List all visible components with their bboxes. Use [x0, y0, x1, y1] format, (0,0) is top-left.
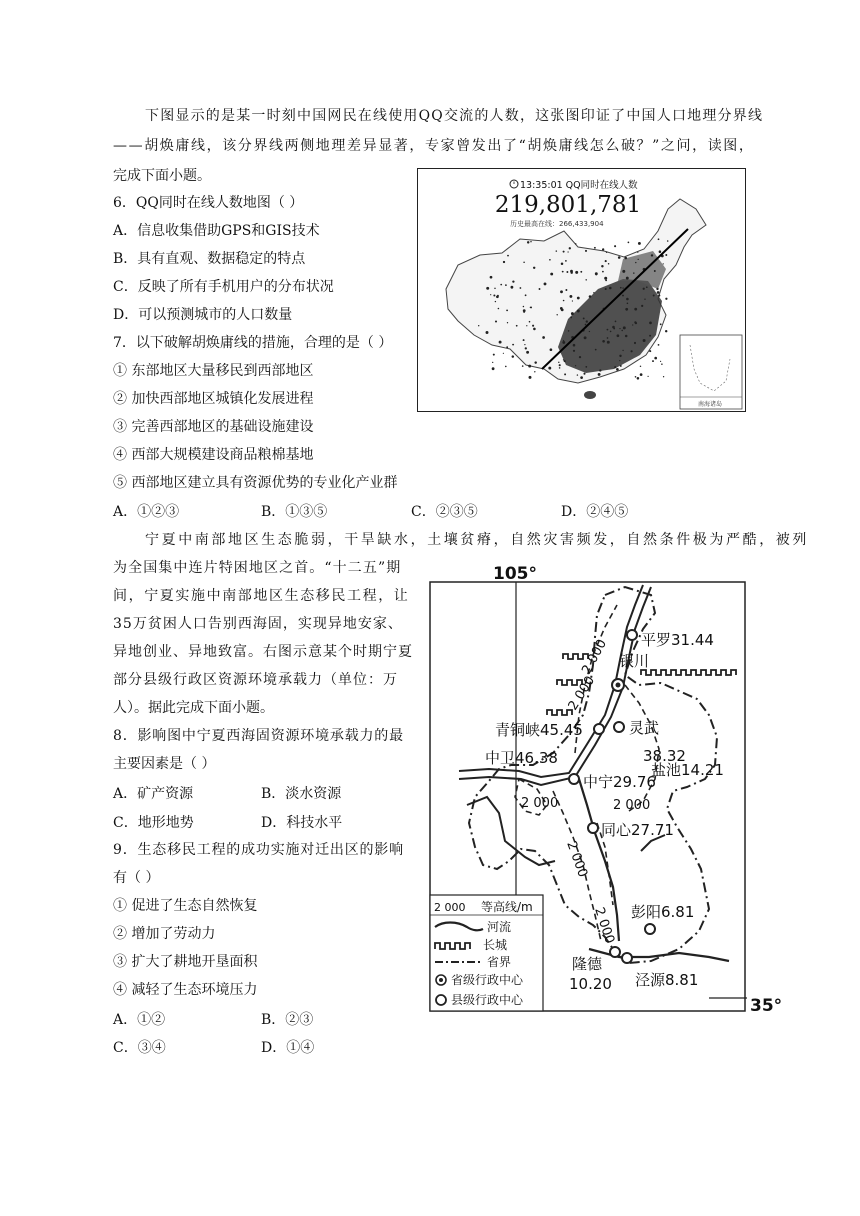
population-dot	[563, 300, 565, 302]
q7-item-3: ③ 完善西部地区的基础设施建设	[113, 419, 314, 435]
population-dot	[493, 294, 495, 296]
population-dot	[563, 359, 564, 360]
population-dot	[526, 325, 527, 326]
population-dot	[566, 271, 568, 273]
population-dot	[644, 299, 645, 300]
population-dot	[643, 339, 646, 342]
population-dot	[624, 257, 627, 260]
population-dot	[577, 297, 580, 300]
population-dot	[516, 325, 518, 327]
population-dot	[622, 270, 625, 273]
population-dot	[589, 331, 590, 332]
contour-label-3: 2 000	[521, 796, 559, 811]
legend-wall: 长城	[483, 938, 508, 952]
population-dot	[478, 325, 479, 326]
intro2-line6: 部分县级行政区资源环境承载力（单位：万	[113, 672, 398, 688]
population-dot	[622, 287, 623, 288]
contour-label-2: 2 000	[565, 673, 599, 714]
population-dot	[505, 284, 507, 286]
q9-stem-line1: 9．生态移民工程的成功实施对迁出区的影响	[113, 842, 404, 858]
population-dot	[616, 368, 619, 371]
population-dot	[492, 362, 493, 363]
population-dot	[583, 373, 585, 375]
population-dot	[665, 330, 667, 332]
population-dot	[512, 280, 514, 282]
population-dot	[604, 277, 607, 280]
south-sea-inset	[680, 335, 742, 409]
q6-option-c: C．反映了所有手机用户的分布状况	[113, 279, 334, 295]
zhongwei-label: 中卫46.38	[485, 749, 558, 767]
population-dot	[564, 360, 566, 362]
population-dot	[612, 326, 615, 329]
population-dot	[601, 265, 603, 267]
population-dot	[638, 259, 639, 260]
population-dot	[529, 376, 532, 379]
zhongning-label: 中宁29.76	[583, 773, 656, 791]
population-dot	[658, 238, 660, 240]
population-dot	[486, 287, 489, 290]
intro1-line2: ——胡焕庸线，该分界线两侧地理差异显著，专家曾发出了“胡焕庸线怎么破？”之问，读图，	[113, 138, 755, 154]
population-dot	[659, 250, 662, 253]
tongxin-marker	[588, 823, 598, 833]
population-dot	[628, 242, 630, 244]
population-dot	[498, 308, 500, 310]
intro2-line5: 异地创业、异地致富。右图示意某个时期宁夏	[113, 644, 413, 660]
population-dot	[635, 262, 636, 263]
population-dot	[575, 243, 577, 245]
population-dot	[621, 330, 623, 332]
lat-35-label: 35°	[750, 996, 783, 1015]
population-dot	[609, 287, 612, 290]
population-dot	[512, 355, 514, 357]
legend-river: 河流	[487, 920, 512, 934]
contour-label-5: 2 000	[563, 839, 591, 880]
legend-contour: 等高线/m	[481, 900, 533, 914]
population-dot	[500, 284, 502, 286]
population-dot	[496, 295, 499, 298]
q7-item-2: ② 加快西部地区城镇化发展进程	[113, 391, 314, 407]
population-dot	[658, 294, 660, 296]
population-dot	[528, 365, 531, 368]
longde-marker	[610, 947, 620, 957]
population-dot	[643, 288, 645, 290]
population-dot	[577, 310, 580, 313]
population-dot	[622, 295, 624, 297]
population-dot	[634, 342, 636, 344]
hainan-island	[584, 391, 596, 399]
qingtongxia-label: 青铜峡45.45	[495, 721, 583, 739]
population-dot	[544, 282, 547, 285]
lingwu-label: 灵武	[629, 719, 660, 737]
q7-item-5: ⑤ 西部地区建立具有资源优势的专业化产业群	[113, 475, 398, 491]
population-dot	[570, 317, 572, 319]
q6-stem: 6．QQ同时在线人数地图（ ）	[113, 195, 304, 211]
population-dot	[563, 340, 564, 341]
population-dot	[610, 331, 612, 333]
population-dot	[608, 263, 610, 265]
population-dot	[490, 294, 491, 295]
q6-option-b: B．具有直观、数据稳定的特点	[113, 251, 306, 267]
population-dot	[606, 252, 607, 253]
population-dot	[649, 322, 652, 325]
legend-county: 县级行政中心	[451, 993, 524, 1007]
population-dot	[665, 298, 667, 300]
q9-item-4: ④ 减轻了生态环境压力	[113, 982, 258, 998]
population-dot	[623, 326, 626, 329]
population-dot	[605, 260, 607, 262]
population-dot	[564, 373, 566, 375]
population-dot	[570, 271, 572, 273]
lingwu-marker	[614, 722, 624, 732]
population-dot	[625, 335, 628, 338]
population-dot	[614, 366, 616, 368]
legend-county-icon	[436, 995, 446, 1005]
q7-stem: 7．以下破解胡焕庸线的措施，合理的是（ ）	[113, 335, 393, 351]
qq-record-label: 历史最高在线：266,433,904	[510, 220, 604, 228]
population-dot	[585, 366, 587, 368]
q6-option-d: D．可以预测城市的人口数量	[113, 307, 293, 323]
population-dot	[571, 312, 574, 315]
population-dot	[525, 347, 527, 349]
population-dot	[503, 353, 504, 354]
q9-item-1: ① 促进了生态自然恢复	[113, 898, 258, 914]
population-dot	[651, 254, 653, 256]
population-dot	[641, 305, 643, 307]
yinchuan-label: 银川	[619, 652, 650, 670]
qingtongxia-marker	[594, 724, 604, 734]
population-dot	[637, 377, 640, 380]
population-dot	[534, 371, 535, 372]
population-dot	[499, 341, 502, 344]
population-dot	[575, 271, 578, 274]
ningxia-map	[429, 565, 789, 1015]
lon-105-label: 105°	[493, 565, 537, 584]
population-dot	[558, 362, 559, 363]
q9-stem-line2: 有（ ）	[113, 870, 160, 886]
population-dot	[559, 364, 561, 366]
q8-stem-line1: 8．影响图中宁夏西海固资源环境承载力的最	[113, 728, 404, 744]
population-dot	[654, 357, 657, 360]
population-dot	[599, 369, 601, 371]
population-dot	[585, 324, 587, 326]
population-dot	[533, 328, 536, 331]
population-dot	[640, 373, 643, 376]
legend-contour-sample: 2 000	[434, 901, 466, 914]
population-dot	[658, 344, 660, 346]
q8-stem-line2: 主要因素是（ ）	[113, 756, 216, 772]
population-dot	[507, 322, 508, 323]
population-dot	[573, 344, 576, 347]
population-dot	[589, 295, 592, 298]
population-dot	[522, 365, 524, 367]
population-dot	[649, 335, 651, 337]
population-dot	[661, 363, 663, 365]
population-dot	[563, 251, 565, 253]
q8-option-c: C．地形地势	[113, 815, 194, 831]
population-dot	[602, 271, 604, 273]
legend-capital: 省级行政中心	[451, 973, 524, 987]
contour-label-4: 2 000	[613, 798, 651, 813]
population-dot	[660, 361, 661, 362]
population-dot	[640, 366, 641, 367]
intro2-line2: 为全国集中连片特困地区之首。“十二五”期	[113, 560, 402, 576]
population-dot	[633, 272, 634, 273]
population-dot	[562, 341, 565, 344]
population-dot	[593, 292, 594, 293]
q8-option-b: B．淡水资源	[261, 786, 342, 802]
population-dot	[607, 329, 609, 331]
population-dot	[523, 306, 525, 308]
population-dot	[503, 261, 505, 263]
population-dot	[569, 247, 571, 249]
q9-option-c: C．③④	[113, 1040, 166, 1056]
population-dot	[492, 367, 495, 370]
population-dot	[594, 247, 596, 249]
population-dot	[602, 248, 604, 250]
contour-label-6: 2 000	[591, 905, 617, 946]
population-dot	[657, 291, 660, 294]
population-dot	[507, 255, 509, 257]
population-dot	[525, 294, 527, 296]
lingwu-value: 38.32	[643, 747, 686, 765]
population-dot	[560, 307, 563, 310]
population-dot	[562, 271, 564, 273]
population-dot	[573, 350, 575, 352]
jingyuan-marker	[622, 953, 632, 963]
tongxin-label: 同心27.71	[601, 821, 674, 839]
population-dot	[495, 320, 497, 322]
population-dot	[569, 295, 572, 298]
q8-option-a: A．矿产资源	[113, 786, 194, 802]
population-dot	[490, 276, 493, 279]
population-dot	[548, 367, 551, 370]
pingluo-marker	[627, 630, 637, 640]
intro1-line1: 下图显示的是某一时刻中国网民在线使用QQ交流的人数，这张图印证了中国人口地理分界线	[145, 108, 764, 124]
population-dot	[647, 376, 648, 377]
q9-item-2: ② 增加了劳动力	[113, 926, 216, 942]
population-dot	[653, 295, 655, 297]
population-dot	[667, 240, 669, 242]
population-dot	[620, 287, 622, 289]
population-dot	[619, 328, 620, 329]
population-dot	[580, 271, 582, 273]
population-dot	[539, 288, 541, 290]
population-dot	[506, 309, 508, 311]
pengyang-label: 彭阳6.81	[631, 903, 695, 921]
population-dot	[529, 321, 531, 323]
population-dot	[663, 376, 664, 377]
population-dot	[626, 277, 629, 280]
population-dot	[617, 334, 620, 337]
q9-option-b: B．②③	[261, 1012, 314, 1028]
population-dot	[585, 279, 586, 280]
qq-map-svg	[418, 169, 745, 411]
population-dot	[634, 308, 637, 311]
population-dot	[494, 288, 495, 289]
population-dot	[556, 250, 557, 251]
population-dot	[665, 254, 667, 256]
population-dot	[512, 344, 514, 346]
intro2-line7: 人）。据此完成下面小题。	[113, 700, 274, 716]
population-dot	[654, 270, 656, 272]
contour-label-1: 2 000	[579, 636, 611, 677]
population-dot	[533, 267, 535, 269]
population-dot	[580, 376, 583, 379]
population-dot	[523, 339, 525, 341]
population-dot	[568, 330, 570, 332]
population-dot	[596, 274, 598, 276]
population-dot	[598, 373, 601, 376]
population-dot	[615, 321, 617, 323]
population-dot	[524, 344, 525, 345]
population-dot	[635, 376, 637, 378]
population-dot	[626, 298, 629, 301]
population-dot	[561, 262, 564, 265]
qq-online-map	[417, 168, 746, 412]
population-dot	[559, 367, 561, 369]
population-dot	[511, 286, 514, 289]
intro2-line3: 间，宁夏实施中南部地区生态移民工程，让	[113, 588, 410, 604]
q6-option-a: A．信息收集借助GPS和GIS技术	[113, 223, 320, 239]
population-dot	[567, 251, 568, 252]
population-dot	[632, 324, 633, 325]
population-dot	[527, 241, 529, 243]
population-dot	[622, 350, 623, 351]
population-dot	[607, 337, 609, 339]
population-dot	[627, 303, 629, 305]
population-dot	[526, 351, 529, 354]
population-dot	[565, 260, 567, 262]
population-dot	[620, 365, 622, 367]
population-dot	[595, 349, 597, 351]
population-dot	[560, 290, 563, 293]
population-dot	[583, 317, 585, 319]
population-dot	[579, 356, 581, 358]
population-dot	[486, 331, 489, 334]
population-dot	[625, 308, 628, 311]
pingluo-label: 平罗31.44	[641, 631, 714, 649]
q7-option-d: D．②④⑤	[561, 504, 629, 520]
q9-item-3: ③ 扩大了耕地开垦面积	[113, 954, 258, 970]
zhongning-marker	[569, 774, 579, 784]
population-dot	[634, 321, 636, 323]
q9-option-a: A．①②	[113, 1012, 166, 1028]
population-dot	[530, 307, 531, 308]
population-dot	[637, 252, 638, 253]
q8-option-d: D．科技水平	[261, 815, 343, 831]
inset-label: 南海诸岛	[697, 401, 723, 408]
population-dot	[495, 301, 496, 302]
population-dot	[619, 360, 620, 361]
population-dot	[542, 336, 545, 339]
yanchi-label: 盐池14.21	[651, 761, 724, 779]
legend-border: 省界	[487, 955, 512, 969]
population-dot	[550, 273, 553, 276]
population-dot	[534, 361, 536, 363]
ningxia-map-svg	[429, 565, 789, 1015]
population-dot	[605, 279, 607, 281]
population-dot	[652, 360, 654, 362]
q7-option-b: B．①③⑤	[261, 504, 328, 520]
population-dot	[565, 289, 567, 291]
population-dot	[550, 348, 553, 351]
qq-time-label: 13:35:01 QQ同时在线人数	[520, 180, 638, 191]
q7-item-1: ① 东部地区大量移民到西部地区	[113, 363, 314, 379]
q7-option-c: C．②③⑤	[411, 504, 478, 520]
longde-value: 10.20	[569, 975, 612, 993]
population-dot	[530, 241, 531, 242]
population-dot	[556, 314, 557, 315]
population-dot	[656, 288, 658, 290]
map-legend	[430, 895, 543, 1011]
population-dot	[523, 309, 526, 312]
q9-option-d: D．①④	[261, 1040, 315, 1056]
population-dot	[493, 354, 495, 356]
population-dot	[584, 336, 587, 339]
qq-online-count: 219,801,781	[494, 192, 642, 218]
population-dot	[506, 346, 508, 348]
population-dot	[619, 355, 621, 357]
population-dot	[572, 300, 573, 301]
population-dot	[577, 374, 578, 375]
population-dot	[575, 365, 576, 366]
jingyuan-label: 泾源8.81	[635, 971, 699, 989]
population-dot	[638, 242, 641, 245]
population-dot	[585, 250, 587, 252]
population-dot	[586, 320, 588, 322]
population-dot	[602, 340, 605, 343]
q7-option-a: A．①②③	[113, 504, 180, 520]
population-dot	[614, 245, 616, 247]
population-dot	[660, 323, 662, 325]
population-dot	[607, 341, 610, 344]
population-dot	[520, 287, 522, 289]
population-dot	[532, 325, 534, 327]
population-dot	[663, 263, 664, 264]
population-dot	[631, 350, 633, 352]
intro2-line1: 宁夏中南部地区生态脆弱，干旱缺水，土壤贫瘠，自然灾害频发，自然条件极为严酷，被列	[145, 532, 809, 548]
population-dot	[605, 288, 607, 290]
population-dot	[505, 366, 507, 368]
intro2-line4: 35万贫困人口告别西海固，实现异地安家、	[113, 616, 403, 632]
q7-item-4: ④ 西部大规模建设商品粮棉基地	[113, 447, 314, 463]
population-dot	[549, 259, 551, 261]
population-dot	[618, 256, 621, 259]
pengyang-marker	[645, 924, 655, 934]
population-dot	[646, 286, 648, 288]
population-dot	[649, 350, 651, 352]
intro1-line3: 完成下面小题。	[113, 168, 211, 184]
population-dot	[523, 262, 525, 264]
longde-label: 隆德	[572, 955, 603, 973]
